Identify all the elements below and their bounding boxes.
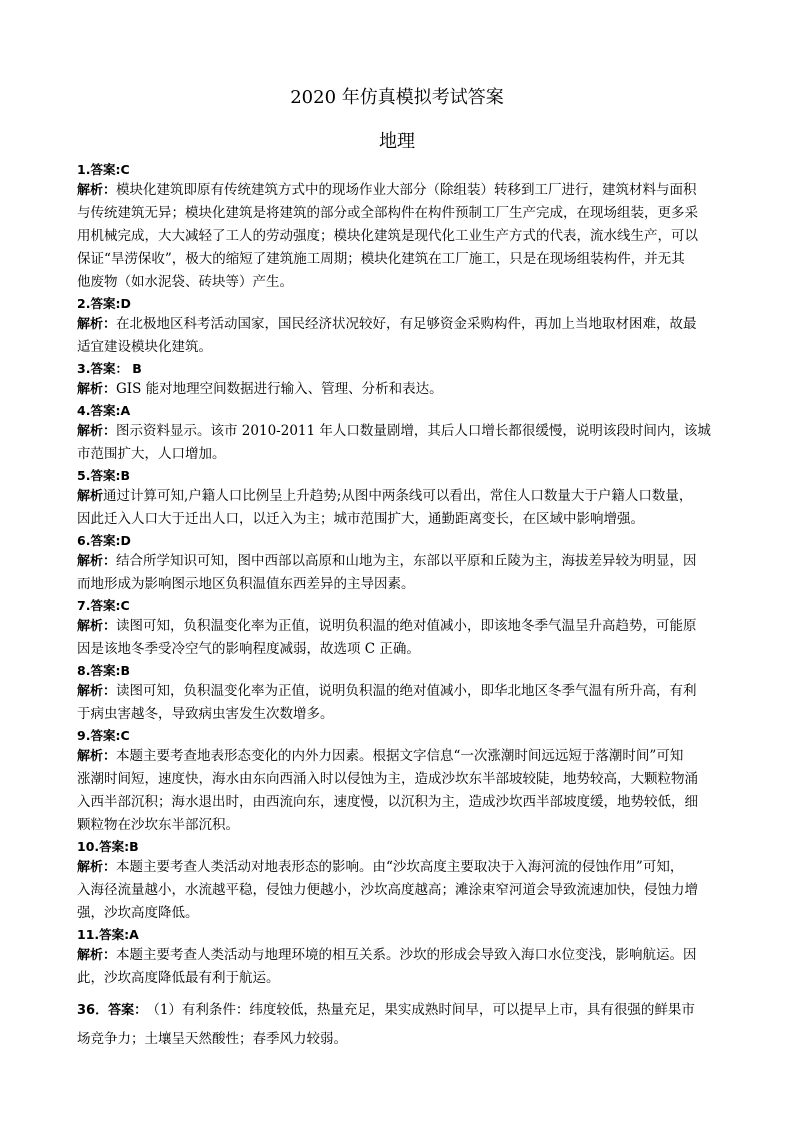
explanation-line — [77, 550, 722, 573]
answer-key: 2.答案:D — [77, 296, 131, 311]
q36-line — [77, 1025, 722, 1054]
explanation-line — [77, 508, 722, 531]
explanation-text: 因此迁入人口大于迁出人口，以迁入为主；城市范围扩大，通勤距离变长，在区域中影响增强。 — [77, 511, 644, 527]
explanation-line — [77, 271, 722, 294]
explanation-line — [77, 768, 722, 791]
question-36 — [77, 996, 722, 1054]
page-title: 2020 年仿真模拟考试答案 — [290, 87, 504, 108]
answer-item — [77, 401, 722, 466]
explanation-label: 解析 — [77, 489, 104, 504]
answer-item — [77, 837, 722, 925]
answer-key: 4.答案:A — [77, 403, 131, 418]
answer-item — [77, 359, 722, 401]
explanation-line — [77, 443, 722, 466]
explanation-line — [77, 378, 722, 401]
explanation-text: 图示资料显示。该市 2010-2011 年人口数量剧增，其后人口增长都很缓慢，说明该段时间内，该城 — [116, 423, 711, 439]
explanation-text: 于病虫害越冬，导致病虫害发生次数增多。 — [77, 706, 334, 722]
explanation-text: 因是该地冬季受冷空气的影响程度减弱，故选项 C 正确。 — [77, 641, 420, 657]
explanation-line — [77, 179, 722, 202]
q36-answer-label: 36．答案： — [77, 1003, 148, 1018]
explanation-line — [77, 615, 722, 638]
explanation-line — [77, 791, 722, 814]
explanation-text: 通过计算可知,户籍人口比例呈上升趋势;从图中两条线可以看出，常住人口数量大于户籍人口数量， — [103, 488, 693, 504]
answer-key: 7.答案:C — [77, 598, 130, 613]
answer-item — [77, 596, 722, 661]
explanation-label: 解析： — [77, 382, 117, 397]
explanation-text: 颗粒物在沙坎东半部沉积。 — [77, 817, 239, 833]
explanation-text: 适宜建设模块化建筑。 — [77, 339, 212, 355]
answer-key: 9.答案:C — [77, 728, 130, 743]
answer-key: 1.答案:C — [77, 162, 130, 177]
answer-item — [77, 726, 722, 837]
explanation-line — [77, 485, 722, 508]
explanation-line — [77, 745, 722, 768]
explanation-label: 解析： — [77, 619, 117, 634]
answer-item — [77, 925, 722, 990]
explanation-text: 而地形成为影响图示地区负积温值东西差异的主导因素。 — [77, 576, 415, 592]
explanation-text: 结合所学知识可知，图中西部以高原和山地为主，东部以平原和丘陵为主，海拔差异较为明显，因 — [116, 553, 697, 569]
explanation-text: 强，沙坎高度降低。 — [77, 905, 199, 921]
explanation-text: 读图可知，负积温变化率为正值，说明负积温的绝对值减小，即该地冬季气温呈升高趋势，可能原 — [116, 618, 697, 634]
explanation-line — [77, 202, 722, 225]
explanation-text: 本题主要考查地表形态变化的内外力因素。根据文字信息“一次涨潮时间远远短于落潮时间”可知 — [116, 748, 684, 764]
answer-item — [77, 466, 722, 531]
explanation-line — [77, 879, 722, 902]
answer-item — [77, 294, 722, 359]
explanation-text: 在北极地区科考活动国家，国民经济状况较好，有足够资金采购构件，再加上当地取材困难，故最 — [116, 316, 697, 332]
explanation-text: 模块化建筑即原有传统建筑方式中的现场作业大部分（除组装）转移到工厂进行，建筑材料与面积 — [116, 182, 697, 198]
q36-line-text: 场竞争力；土壤呈天然酸性；春季风力较弱。 — [77, 1031, 347, 1047]
explanation-text: 入西半部沉积；海水退出时，由西流向东，速度慢，以沉积为主，造成沙坎西半部坡度缓，地势较低，细 — [77, 794, 698, 810]
explanation-line — [77, 313, 722, 336]
explanation-line — [77, 814, 722, 837]
explanation-text: 本题主要考查人类活动对地表形态的影响。由“沙坎高度主要取决于入海河流的侵蚀作用”可知， — [116, 859, 684, 875]
explanation-label: 解析： — [77, 860, 117, 875]
explanation-text: 保证“旱涝保收”，极大的缩短了建筑施工周期；模块化建筑在工厂施工，只是在现场组装构件，并无其 — [77, 251, 685, 267]
explanation-text: 读图可知，负积温变化率为正值，说明负积温的绝对值减小，即华北地区冬季气温有所升高，有利 — [116, 683, 697, 699]
explanation-text: 此，沙坎高度降低最有利于航运。 — [77, 970, 280, 986]
explanation-line — [77, 944, 722, 967]
explanation-label: 解析： — [77, 317, 117, 332]
explanation-text: 涨潮时间短，速度快，海水由东向西涌入时以侵蚀为主，造成沙坎东半部坡较陡，地势较高，大颗粒物涌 — [77, 771, 698, 787]
answer-item — [77, 160, 722, 294]
answer-key: 6.答案:D — [77, 533, 131, 548]
explanation-text: 入海径流量越小，水流越平稳，侵蚀力便越小，沙坎高度越高；滩涂束窄河道会导致流速加快，侵蚀力增 — [77, 882, 698, 898]
explanation-label: 解析： — [77, 749, 117, 764]
explanation-label: 解析： — [77, 554, 117, 569]
explanation-text: GIS 能对地理空间数据进行输入、管理、分析和表达。 — [116, 381, 443, 397]
explanation-label: 解析： — [77, 684, 117, 699]
answer-item — [77, 531, 722, 596]
explanation-line — [77, 703, 722, 726]
explanation-text: 与传统建筑无异；模块化建筑是将建筑的部分或全部构件在构件预制工厂生产完成，在现场组装，更多采 — [77, 205, 698, 221]
answer-key: 8.答案:B — [77, 663, 130, 678]
explanation-line — [77, 336, 722, 359]
answer-key: 11.答案:A — [77, 927, 139, 942]
explanation-line — [77, 902, 722, 925]
explanation-line — [77, 248, 722, 271]
explanation-line — [77, 638, 722, 661]
explanation-line — [77, 967, 722, 990]
explanation-line — [77, 573, 722, 596]
q36-line — [77, 996, 722, 1025]
answer-key: 5.答案:B — [77, 468, 130, 483]
explanation-line — [77, 680, 722, 703]
explanation-text: 市范围扩大，人口增加。 — [77, 446, 226, 462]
subject-title: 地理 — [379, 131, 415, 152]
answer-key: 10.答案:B — [77, 839, 139, 854]
answer-item — [77, 661, 722, 726]
explanation-line — [77, 420, 722, 443]
explanation-text: 他废物（如水泥袋、砖块等）产生。 — [77, 274, 293, 290]
explanation-label: 解析： — [77, 183, 117, 198]
answer-key: 3.答案： B — [77, 361, 142, 376]
explanation-line — [77, 856, 722, 879]
explanation-label: 解析： — [77, 424, 117, 439]
q36-line-text: （1）有利条件：纬度较低，热量充足，果实成熟时间早，可以提早上市，具有很强的鲜果市 — [153, 1002, 695, 1018]
explanation-line — [77, 225, 722, 248]
explanation-label: 解析： — [77, 948, 117, 963]
explanation-text: 用机械完成，大大减轻了工人的劳动强度；模块化建筑是现代化工业生产方式的代表，流水线生产，可以 — [77, 228, 698, 244]
answers-list — [77, 160, 722, 990]
explanation-text: 本题主要考查人类活动与地理环境的相互关系。沙坎的形成会导致入海口水位变浅，影响航运。因 — [116, 947, 697, 963]
